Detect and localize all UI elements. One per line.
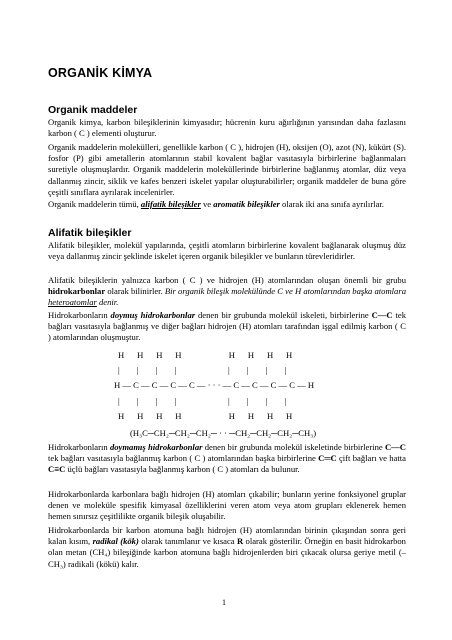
text: denen bir grubunda molekül iskeleti, birbirlerine	[195, 310, 372, 320]
text: tek bağları vasıtasıyla bağlanmış karbon ( C ) atomlarından başka birbirlerine	[48, 453, 319, 464]
text: Alifatik bileşiklerin yalnızca karbon ( C ) ve hidrojen (H) atomlarından oluşan önemli bir grubu	[48, 275, 406, 285]
text: Bir organik bileşik molekülünde C ve H atomlarından başka atomlara	[164, 286, 406, 297]
text: olarak bilinirler.	[105, 286, 165, 297]
paragraph	[48, 275, 406, 309]
term-doymus: doymuş hidrokarbonlar	[110, 310, 196, 320]
text: tek bağları vasıtasıyla bağlanmış ve diğer bağları hidrojen (H) atomları tarafından işgal edilmiş karbon ( C ) atomlarından oluşmuştur.	[48, 310, 406, 343]
text: olarak tanımlanır ve kısaca	[138, 536, 237, 547]
structure-row-chain: H — C — C — C — C — · · · — C — C — C — C — H	[114, 380, 315, 390]
term-hidrokarbonlar: hidrokarbonlar	[48, 286, 106, 297]
section-heading-alifatik: Alifatik bileşikler	[48, 227, 132, 239]
text: ve	[200, 199, 214, 209]
text: denen bir grubunda molekül iskeletinde birbirlerine	[202, 442, 385, 452]
symbol-r: R	[236, 536, 244, 547]
bond-triple: C≡C	[48, 464, 66, 475]
text: çift bağları ve hatta	[336, 453, 406, 464]
bond-single: C—C	[371, 310, 393, 320]
text: Organik maddelerin tümü,	[48, 199, 141, 209]
text: Hidrokarbonların	[48, 310, 111, 320]
text: üçlü bağları vasıtasıyla bağlanmış karbon ( C ) atomları da bulunur.	[65, 464, 300, 475]
structure-row-bonds-bottom: | | | | | | | |	[118, 396, 287, 406]
term-heteroatomlar: heteroatomlar	[48, 297, 97, 308]
text: Hidrokarbonların	[48, 442, 110, 452]
text: denir.	[96, 297, 119, 308]
paragraph	[48, 442, 406, 476]
chemical-structure	[0, 350, 452, 440]
structure-row-bonds-top: | | | | | | | |	[118, 365, 287, 375]
page-title: ORGANİK KİMYA	[48, 66, 153, 80]
text: olarak iki ana sınıfa ayrılırlar.	[279, 199, 384, 209]
bond-single: C—C	[384, 442, 406, 452]
structure-row-h-bottom: H H H H H H H H	[118, 411, 293, 421]
structure-formula: (H₃C─CH₂─CH₂─CH₂─ · · ─CH₂─CH₂─CH₂─CH₃)	[130, 428, 317, 438]
section-heading-organik-maddeler: Organik maddeler	[48, 104, 138, 116]
paragraph	[48, 199, 406, 210]
text: Hidrokarbonlarda bir karbon atomuna bağlı hidrojen (H) atomlarından birinin çıkışından sonra geri kalan kısım,	[48, 525, 406, 547]
paragraph	[48, 525, 406, 570]
paragraph: Organik maddelerin molekülleri, genellikle karbon ( C ), hidrojen (H), oksijen (O), azot (N), kükürt (S). fosfor (P) gibi ametallerin atomlarının stabil kovalent bağlar vasıtasıyla birbirlerine bağlanmaları suretiyle oluşmuşlardır. Organik maddelerin moleküllerinde birbirlerine bağlanmış atomlar, düz veya dallanmış zincir, siklik ve kafes benzeri iskelet yapılar oluşturabilirler; organik maddeler de buna göre çeşitli sınıflara ayrılarak incelenirler.	[48, 142, 406, 197]
paragraph	[48, 310, 406, 344]
text: olarak gösterilir. Örneğin en basit hidrokarbon olan metan (CH₄) bileşiğinde karbon atomuna bağlı hidrojenlerden biri çıkacak olursa geriye metil (–CH₃) radikali (kökü) kalır.	[48, 536, 406, 569]
term-aromatik: aromatik bileşikler	[213, 199, 280, 209]
structure-row-h-top: H H H H H H H H	[118, 350, 293, 360]
term-radikal: radikal (kök)	[92, 536, 139, 547]
paragraph: Hidrokarbonlarda karbonlara bağlı hidrojen (H) atomları çıkabilir; bunların yerine fonksiyonel gruplar denen ve moleküle spesifik kimyasal özelliklerini veren atom veya atom grupları eklenerek hemen hemen sınırsız çeşitlilikte organik bileşik oluşabilir.	[48, 489, 406, 522]
bond-double: C═C	[318, 453, 337, 464]
paragraph: Organik kimya, karbon bileşiklerinin kimyasıdır; hücrenin kuru ağırlığının yarısından daha fazlasını karbon ( C ) elementi oluşturur.	[48, 117, 406, 139]
term-alifatik: alifatik bileşikler	[140, 199, 201, 209]
term-doymamis: doymamış hidrokarbonlar	[109, 442, 203, 452]
page-number: 1	[222, 598, 226, 607]
paragraph: Alifatik bileşikler, molekül yapılarında, çeşitli atomların birbirlerine kovalent bağlanarak oluşmuş düz veya dallanmış zincir şeklinde iskelet içeren organik bileşikler ve bunların türevleridirler.	[48, 240, 406, 262]
